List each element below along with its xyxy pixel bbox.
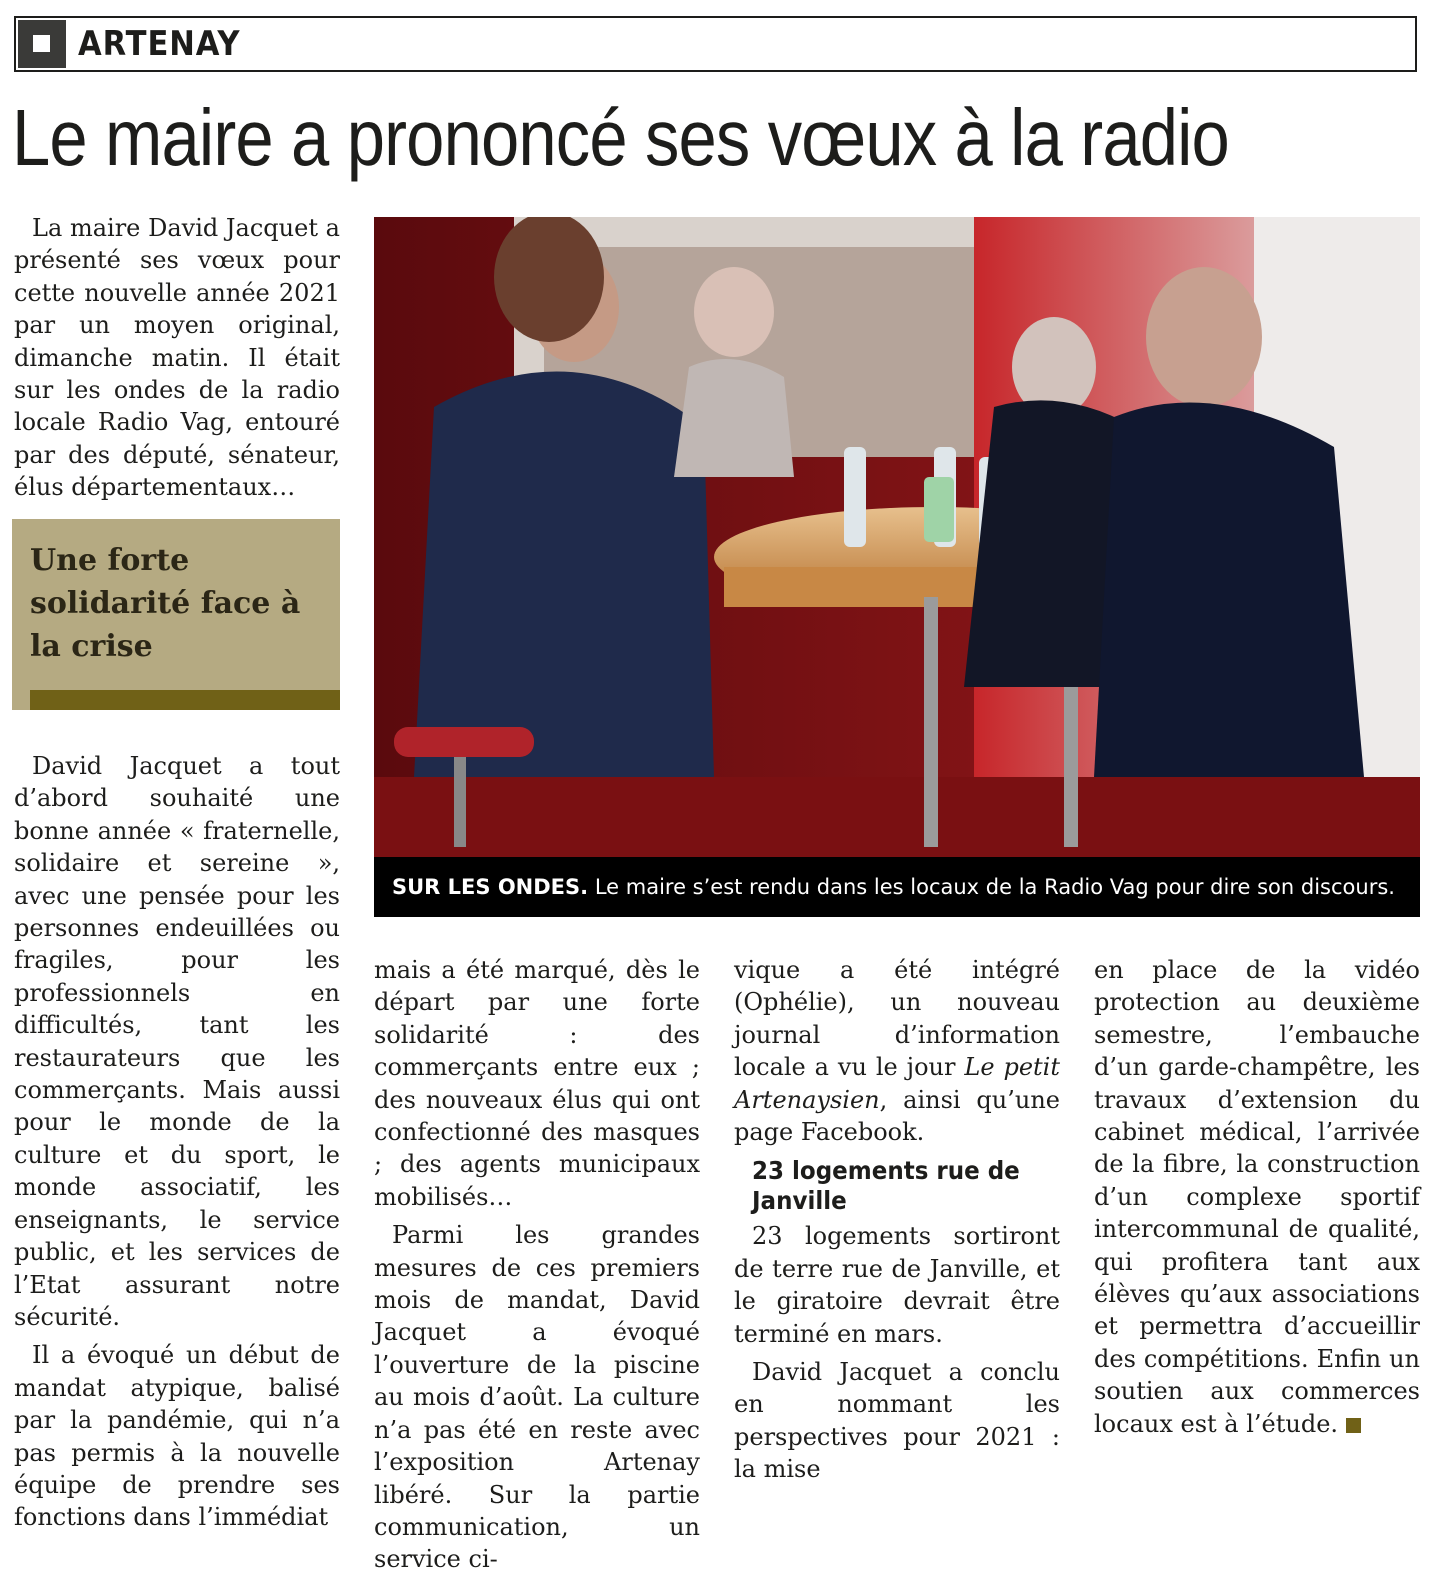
paragraph: [1094, 954, 1420, 1440]
paragraph: 23 logements sortiront de terre rue de Janville, et le giratoire devrait être terminé en mars.: [734, 1222, 1060, 1348]
paragraph: Parmi les grandes mesures de ces premiers mois de mandat, David Jacquet a évoqué l’ouverture de la piscine au mois d’août. La culture n’a pas été en reste avec l’exposition Artenay libéré. Sur la partie communication, un service ci-: [374, 1221, 700, 1574]
column-4: [1094, 954, 1420, 1440]
newspaper-title: Le petit Artenaysien: [734, 1053, 1061, 1114]
radio-studio-photo: [374, 217, 1420, 857]
kicker-label: ARTENAY: [78, 24, 241, 64]
paragraph: [734, 954, 1060, 1148]
article-photo: [374, 217, 1420, 917]
pull-quote-text: Une forte solidarité face à la crise: [30, 543, 301, 664]
paragraph: David Jacquet a conclu en nommant les perspectives pour 2021 : la mise: [734, 1358, 1060, 1484]
column-1: [14, 750, 340, 1534]
paragraph-text: , ainsi qu’une page Facebook.: [734, 1085, 1060, 1147]
paragraph-text: vique a été intégré (Ophélie), un nouveau journal d’information locale a vu le jour: [734, 956, 1060, 1082]
end-of-article-icon: [1346, 1418, 1361, 1433]
paragraph: David Jacquet a tout d’abord souhaité une bonne année « fraternelle, solidaire et sereine », avec une pensée pour les personnes endeuillées ou fragiles, pour les professionnels en difficultés, tant les restaurateurs que les commerçants. Mais aussi pour le monde de la culture et du sport, le monde associatif, les enseignants, le service public, et les services de l’Etat assurant notre sécurité.: [14, 752, 340, 1331]
kicker-square-icon: [18, 20, 66, 68]
section-kicker: [14, 16, 1417, 72]
paragraph: mais a été marqué, dès le départ par une forte solidarité : des commerçants entre eux ; des nouveaux élus qui ont confectionné des masques ; des agents municipaux mobilisés…: [374, 956, 700, 1211]
caption-label: SUR LES ONDES.: [392, 875, 589, 899]
lead-paragraph: [14, 212, 340, 504]
column-3: [734, 954, 1060, 1486]
article-headline: Le maire a prononcé ses vœux à la radio: [12, 93, 1229, 182]
lead-text: La maire David Jacquet a présenté ses vœux pour cette nouvelle année 2021 par un moyen original, dimanche matin. Il était sur les ondes de la radio locale Radio Vag, entouré par des député, sénateur, élus départementaux…: [14, 214, 340, 502]
paragraph: Il a évoqué un début de mandat atypique, balisé par la pandémie, qui n’a pas permis à la nouvelle équipe de prendre ses fonctions dans l’immédiat: [14, 1341, 340, 1532]
column-2: [374, 954, 700, 1576]
paragraph-text: en place de la vidéo protection au deuxième semestre, l’embauche d’un garde-champêtre, les travaux d’extension du cabinet médical, l’arrivée de la fibre, la construction d’un complexe sportif intercommunal de qualité, qui profitera tant aux élèves qu’aux associations et permettra d’accueillir des compétitions. Enfin un soutien aux commerces locaux est à l’étude.: [1094, 956, 1420, 1438]
pull-quote-bar: [30, 690, 340, 710]
subheading: 23 logements rue de Janville: [752, 1156, 1020, 1216]
photo-caption: [374, 857, 1420, 917]
pull-quote-box: [12, 519, 340, 710]
caption-text: Le maire s’est rendu dans les locaux de la Radio Vag pour dire son discours.: [588, 875, 1395, 899]
